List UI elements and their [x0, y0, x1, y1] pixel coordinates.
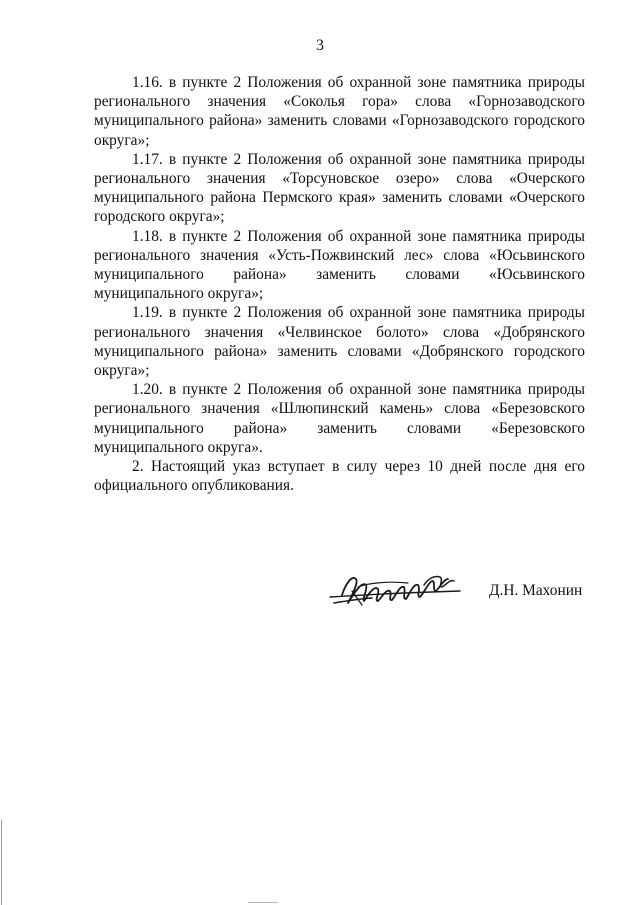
- document-body: [94, 73, 585, 495]
- scan-bottom-mark: [248, 902, 278, 903]
- paragraph-1-17: 1.17. в пункте 2 Положения об охранной зоне памятника природы регионального значения «Торсуновское озеро» слова «Очерского муниципального района Пермского края» заменить словами «Очерского городского округа»;: [94, 150, 585, 226]
- paragraph-2-effective-date: 2. Настоящий указ вступает в силу через 10 дней после дня его официального опубликования.: [94, 458, 585, 495]
- paragraph-1-18: 1.18. в пункте 2 Положения об охранной зоне памятника природы регионального значения «Усть-Пожвинский лес» слова «Юсьвинского муниципального района» заменить словами «Юсьвинского муниципального округа»;: [94, 227, 585, 303]
- page-number: 3: [316, 37, 324, 54]
- paragraph-1-20: 1.20. в пункте 2 Положения об охранной зоне памятника природы регионального значения «Шлюпинский камень» слова «Березовского муниципального района» заменить словами «Березовского муниципального округа».: [94, 381, 585, 456]
- handwritten-signature-icon: [328, 565, 463, 613]
- paragraph-1-19: 1.19. в пункте 2 Положения об охранной зоне памятника природы регионального значения «Челвинское болото» слова «Добрянского муниципального района» заменить словами «Добрянского городского округа»;: [94, 304, 585, 380]
- scan-edge-mark: [1, 820, 2, 905]
- signature-block: [0, 565, 640, 625]
- signer-name: Д.Н. Махонин: [489, 582, 583, 599]
- paragraph-1-16: 1.16. в пункте 2 Положения об охранной зоне памятника природы регионального значения «Соколья гора» слова «Горнозаводского муниципального района» заменить словами «Горнозаводского городского округа»;: [94, 74, 585, 149]
